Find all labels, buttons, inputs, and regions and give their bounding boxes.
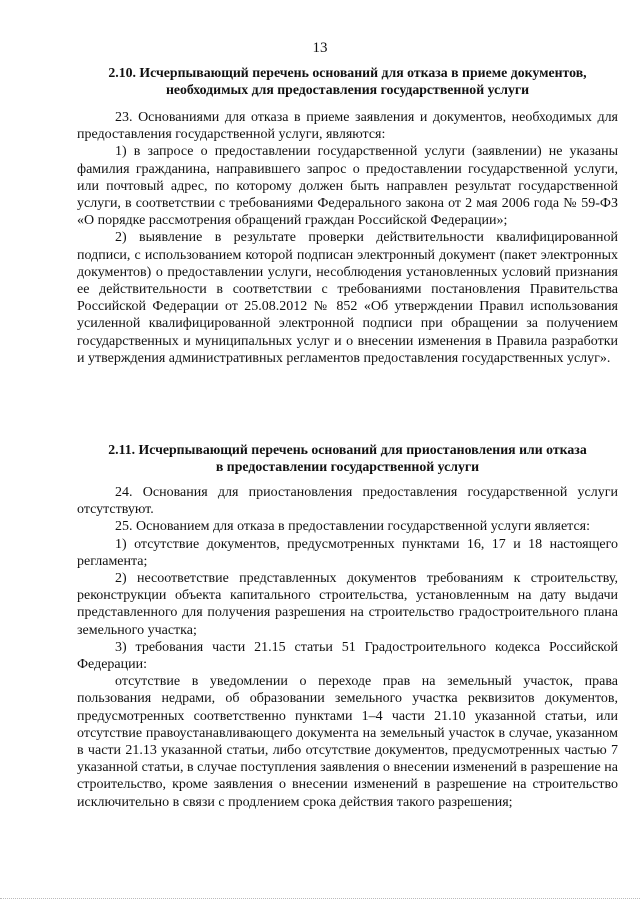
- list-item-2: 2) несоответствие представленных документов требованиям к строительству, реконструкции объекта капитального строительства, установленным на дату выдачи представленного для получения разрешения на строительство градостроительного плана земельного участка;: [77, 571, 618, 638]
- paragraph-25: 25. Основанием для отказа в предоставлении государственной услуги является:: [115, 519, 591, 535]
- section-heading-line: 2.10. Исчерпывающий перечень оснований для отказа в приеме документов,: [108, 65, 587, 80]
- list-item-3: 3) требования части 21.15 статьи 51 Градостроительного кодекса Российской Федерации:: [77, 639, 618, 673]
- section-heading-2-11: [77, 441, 618, 475]
- list-item-2: 2) выявление в результате проверки действительности квалифицированной подписи, с использованием которой подписан электронный документ (пакет электронных документов) о предоставлении услуги, несоблюдения установленных условий признания ее действительности в соответствии с требованиями постановления Правительства Российской Федерации от 25.08.2012 № 852 «Об утверждении Правил использования усиленной квалифицированной электронной подписи при обращении за получением государственных и муниципальных услуг и о внесении изменения в Правила разработки и утверждения административных регламентов предоставления государственных услуг».: [77, 230, 618, 366]
- paragraph-23: 23. Основаниями для отказа в приеме заявления и документов, необходимых для предоставления государственной услуги, являются:: [77, 110, 618, 143]
- section-heading-2-10: [77, 64, 618, 98]
- section-heading-line: в предоставлении государственной услуги: [215, 459, 480, 474]
- list-item-1: 1) отсутствие документов, предусмотренных пунктами 16, 17 и 18 настоящего регламента;: [77, 536, 618, 569]
- section-heading-line: необходимых для предоставления государственной услуги: [165, 82, 530, 97]
- list-item-1: 1) в запросе о предоставлении государственной услуги (заявлении) не указаны фамилия гражданина, направившего запрос о предоставлении государственной услуги, или почтовый адрес, по которому должен быть направлен результат государственной услуги, в соответствии с требованиями Федерального закона от 2 мая 2006 года № 59-ФЗ «О порядке рассмотрения обращений граждан Российской Федерации»;: [77, 144, 618, 229]
- section-body-2-10: [77, 109, 618, 367]
- paragraph-24: 24. Основания для приостановления предоставления государственной услуги отсутствуют.: [77, 485, 618, 518]
- page-number: 13: [312, 40, 328, 56]
- scan-edge-divider: [0, 898, 640, 899]
- section-body-2-11: [77, 484, 618, 811]
- section-heading-line: 2.11. Исчерпывающий перечень оснований для приостановления или отказа: [108, 442, 587, 457]
- sub-paragraph: отсутствие в уведомлении о переходе прав на земельный участок, права пользования недрами, об образовании земельного участка реквизитов документов, предусмотренных соответственно пунктами 1–4 части 21.10 указанной статьи, или отсутствие правоустанавливающего документа на земельный участок в случае, указанном в части 21.13 указанной статьи, либо отсутствие документов, предусмотренных частью 7 указанной статьи, в случае поступления заявления о внесении изменений в разрешение на строительство, кроме заявления о внесении изменений в разрешение на строительство исключительно в связи с продлением срока действия такого разрешения;: [77, 674, 618, 810]
